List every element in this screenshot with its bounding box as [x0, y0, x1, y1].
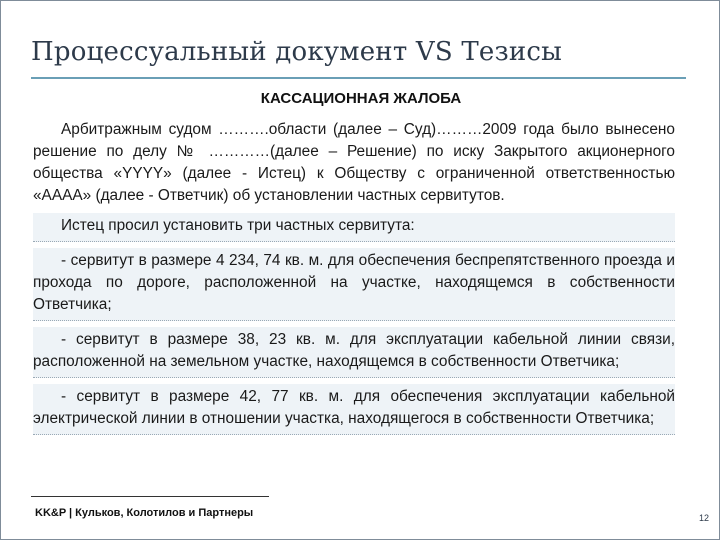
- intro-paragraph: Арбитражным судом ……….области (далее – Суд)………2009 года было вынесено решение по делу № …………(далее – Решение) по иску Закрытого акционерного общества «YYYY» (далее - Истец) к Обществу с ограниченной ответственностью «АААА» (далее - Ответчик) об установлении частных сервитутов.: [33, 121, 675, 204]
- footer-divider: [31, 496, 269, 497]
- easement-item-2-box: [33, 327, 675, 378]
- page-number: 12: [698, 513, 709, 523]
- easement-item-3-box: [33, 384, 675, 435]
- footer-firm-name: KK&P | Кульков, Колотилов и Партнеры: [35, 507, 254, 519]
- easement-item-2: - сервитут в размере 38, 23 кв. м. для эксплуатации кабельной линии связи, расположенной на земельном участке, находящемся в собственности Ответчика;: [33, 331, 675, 370]
- claims-heading-box: [33, 213, 675, 242]
- easement-item-1: - сервитут в размере 4 234, 74 кв. м. для обеспечения беспрепятственного проезда и прохода по дороге, расположенной на участке, находящемся в собственности Ответчика;: [33, 252, 675, 313]
- easement-item-1-box: [33, 248, 675, 321]
- document-heading: КАССАЦИОННАЯ ЖАЛОБА: [260, 90, 462, 107]
- easement-item-3: - сервитут в размере 42, 77 кв. м. для обеспечения эксплуатации кабельной электрической линии в отношении участка, находящегося в собственности Ответчика;: [33, 388, 675, 427]
- claims-heading: Истец просил установить три частных сервитута:: [61, 217, 415, 234]
- title-divider: [31, 77, 686, 79]
- slide-title: Процессуальный документ VS Тезисы: [31, 37, 563, 67]
- slide-body: [33, 119, 675, 435]
